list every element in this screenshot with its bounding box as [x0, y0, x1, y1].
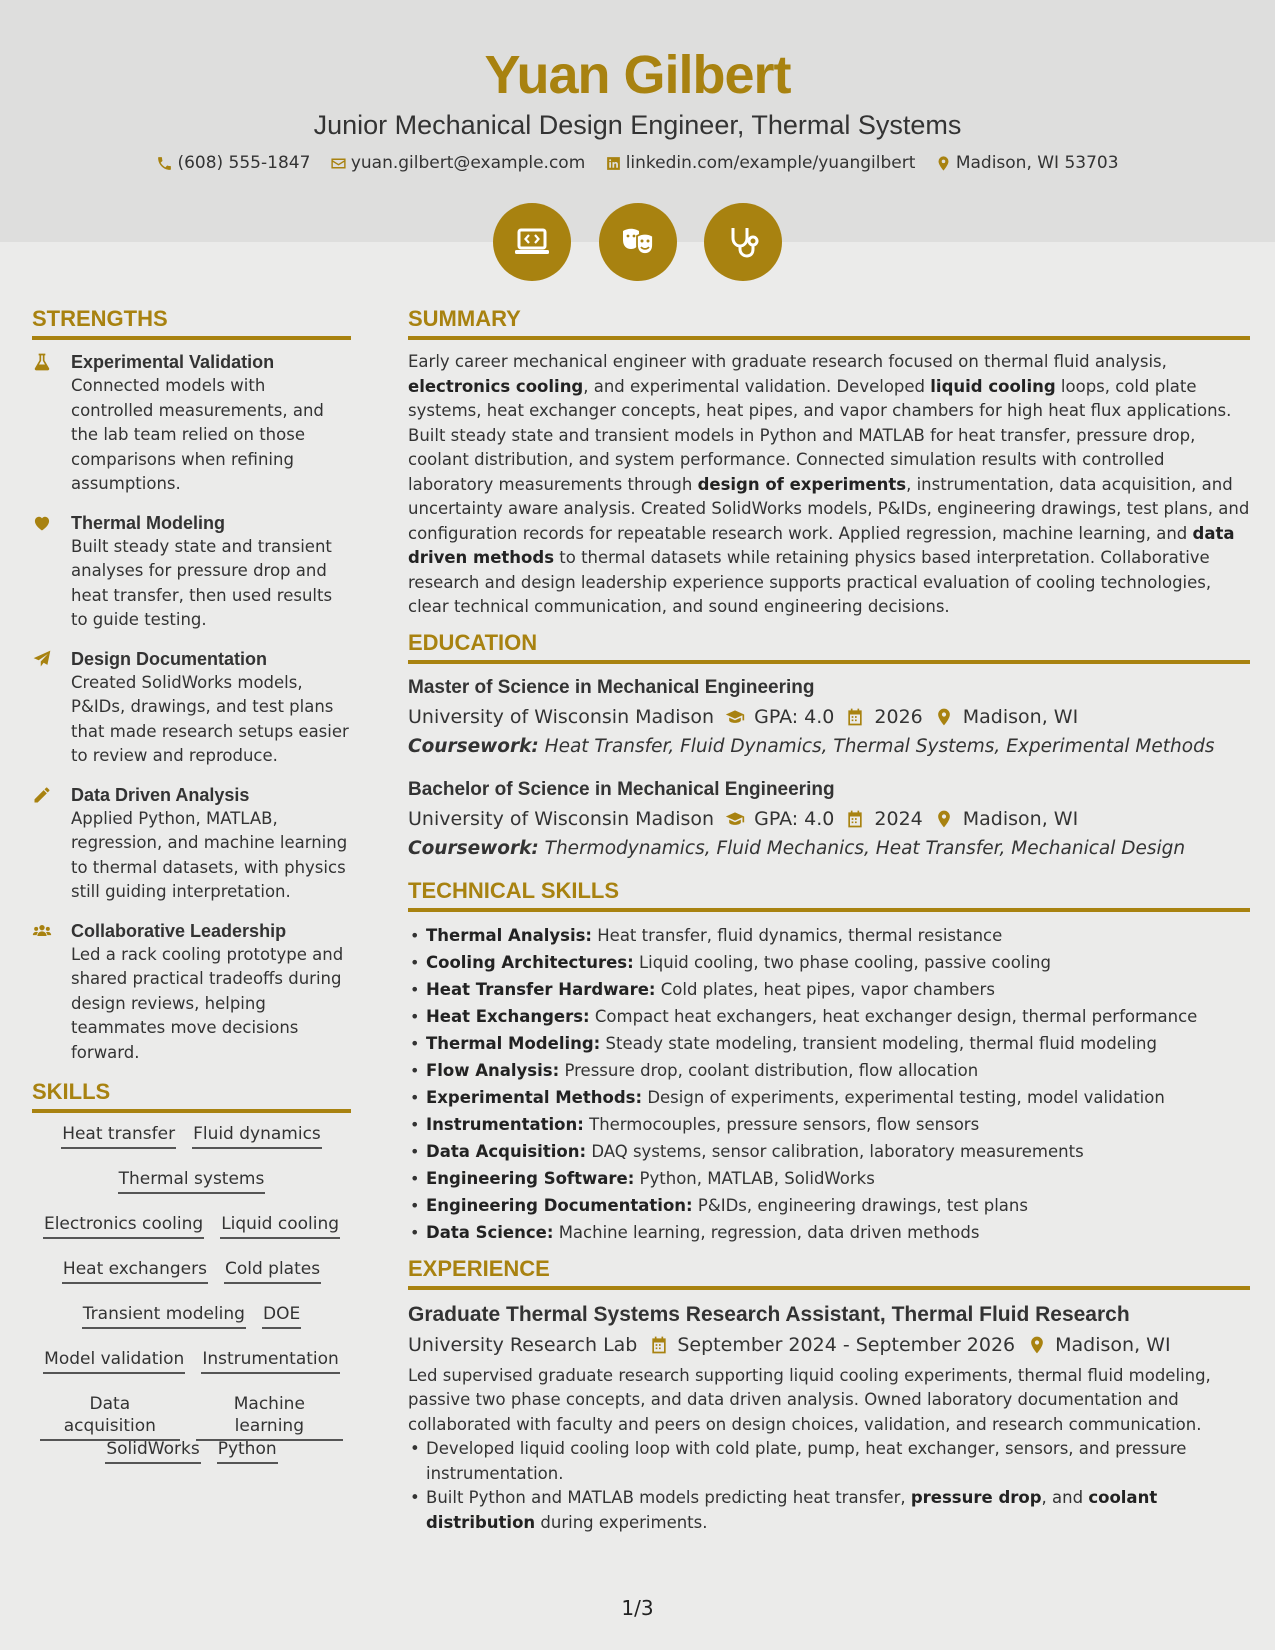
summary-part-bold: electronics cooling	[408, 376, 584, 396]
skill-tag: Electronics cooling	[43, 1213, 204, 1239]
laptop-code-icon	[512, 222, 552, 262]
skill-value: Thermocouples, pressure sensors, flow sensors	[589, 1114, 980, 1134]
hobby-icons	[0, 203, 1275, 281]
job-location: Madison, WI	[1055, 1333, 1171, 1356]
school-name: University of Wisconsin Madison	[408, 807, 715, 830]
experience-heading: EXPERIENCE	[408, 1256, 1250, 1290]
education-location: Madison, WI	[962, 807, 1079, 830]
skill-value: DAQ systems, sensor calibration, laboratory measurements	[591, 1141, 1084, 1161]
list-item	[408, 922, 1250, 949]
skill-label: Heat Transfer Hardware:	[426, 979, 656, 999]
linkedin-icon	[605, 155, 622, 172]
education-meta	[408, 804, 1250, 834]
skill-tag: SolidWorks	[105, 1438, 200, 1464]
strength-desc: Connected models with controlled measurements, and the lab team relied on those comparisons when refining assumptions.	[71, 376, 324, 493]
job-dates: September 2024 - September 2026	[677, 1333, 1016, 1356]
gpa: GPA: 4.0	[754, 807, 835, 830]
skill-value: Liquid cooling, two phase cooling, passive cooling	[638, 952, 1051, 972]
flask-icon	[32, 352, 52, 372]
skill-tag: Fluid dynamics	[192, 1123, 322, 1149]
coursework-text: Thermodynamics, Fluid Mechanics, Heat Transfer, Mechanical Design	[544, 837, 1186, 859]
summary-part: , instrumentation, data acquisition, and uncertainty aware analysis. Created SolidWorks models, P&IDs, engineering drawings, test plans, and configuration records for repeatable research work. Applied regression, machine learning, and	[408, 474, 1250, 543]
list-item	[408, 1192, 1250, 1219]
employer: University Research Lab	[408, 1333, 638, 1356]
skill-label: Experimental Methods:	[426, 1087, 643, 1107]
contact-phone[interactable]	[156, 153, 310, 173]
education-location: Madison, WI	[962, 705, 1079, 728]
bullet-text: Developed liquid cooling loop with cold plate, pump, heat exchanger, sensors, and pressure instrumentation.	[426, 1439, 1187, 1483]
education-meta	[408, 702, 1250, 732]
bullet-bold: coolant distribution	[426, 1488, 1158, 1532]
contact-linkedin[interactable]	[605, 153, 916, 173]
education-entry	[408, 776, 1250, 864]
graduation-year: 2024	[874, 807, 923, 830]
skill-value: Compact heat exchangers, heat exchanger design, thermal performance	[594, 1006, 1198, 1026]
bullet-bold: pressure drop	[910, 1488, 1042, 1507]
coursework-label: Coursework:	[408, 837, 539, 859]
strength-title: Design Documentation	[71, 648, 268, 669]
skill-label: Engineering Documentation:	[426, 1195, 693, 1215]
strength-title: Thermal Modeling	[71, 512, 226, 533]
coursework-label: Coursework:	[408, 735, 539, 757]
candidate-name: Yuan Gilbert	[484, 45, 791, 105]
skill-tag: Heat exchangers	[62, 1258, 208, 1284]
map-pin-icon	[933, 707, 955, 727]
skill-label: Engineering Software:	[426, 1168, 635, 1188]
phone-icon	[156, 155, 173, 172]
skills-heading: SKILLS	[32, 1079, 351, 1113]
skill-value: Cold plates, heat pipes, vapor chambers	[660, 979, 995, 999]
calendar-icon	[649, 1335, 669, 1355]
map-pin-icon	[935, 155, 952, 172]
strength-desc: Built steady state and transient analyses for pressure drop and heat transfer, then used results to guide testing.	[71, 536, 333, 629]
summary-part: loops, cold plate systems, heat exchanger concepts, heat pipes, and vapor chambers for high heat flux applications. Built steady state and transient models in Python and MATLAB for heat transfer, pressure drop, coolant distribution, and system performance. Connected simulation results with controlled laboratory measurements through	[408, 376, 1232, 494]
contact-phone-text: (608) 555-1847	[177, 153, 311, 173]
skill-label: Instrumentation:	[426, 1114, 584, 1134]
summary-part-bold: data driven methods	[408, 523, 1235, 567]
strength-item	[32, 783, 351, 905]
contact-email[interactable]	[330, 153, 585, 173]
job-title: Graduate Thermal Systems Research Assistant, Thermal Fluid Research	[408, 1302, 1130, 1326]
skill-tag: Model validation	[43, 1348, 185, 1374]
right-column	[408, 306, 1250, 1535]
candidate-title: Junior Mechanical Design Engineer, Thermal Systems	[313, 110, 962, 140]
strength-desc: Led a rack cooling prototype and shared practical tradeoffs during design reviews, helping teammates move decisions forward.	[71, 944, 344, 1062]
school-name: University of Wisconsin Madison	[408, 705, 715, 728]
list-item	[408, 1486, 1250, 1535]
summary-part: , and experimental validation. Developed	[583, 376, 931, 396]
technical-skills-list	[408, 922, 1250, 1246]
graduation-cap-icon	[724, 707, 746, 727]
bullet-text: during experiments.	[535, 1512, 708, 1532]
contact-location-text: Madison, WI 53703	[955, 153, 1119, 173]
graduation-cap-icon	[724, 809, 746, 829]
hobby-coding	[493, 203, 571, 281]
skill-tag: Cold plates	[224, 1258, 321, 1284]
summary-text	[408, 350, 1250, 620]
skill-label: Flow Analysis:	[426, 1060, 560, 1080]
paper-plane-icon	[32, 649, 52, 669]
skill-value: Machine learning, regression, data driven methods	[558, 1222, 980, 1242]
contact-location	[935, 153, 1119, 173]
gpa: GPA: 4.0	[754, 705, 835, 728]
page-number: 1/3	[621, 1596, 654, 1620]
strength-title: Data Driven Analysis	[71, 784, 250, 805]
map-pin-icon	[933, 809, 955, 829]
skill-tag: Transient modeling	[82, 1303, 246, 1329]
list-item	[408, 949, 1250, 976]
education-heading: EDUCATION	[408, 630, 1250, 664]
list-item	[408, 1111, 1250, 1138]
education-entry	[408, 674, 1250, 762]
skill-value: Design of experiments, experimental testing, model validation	[647, 1087, 1165, 1107]
list-item	[408, 1057, 1250, 1084]
summary-heading: SUMMARY	[408, 306, 1250, 340]
strength-item	[32, 919, 351, 1066]
coursework-text: Heat Transfer, Fluid Dynamics, Thermal Systems, Experimental Methods	[544, 735, 1215, 757]
left-column	[32, 306, 351, 1483]
list-item	[408, 1030, 1250, 1057]
users-icon	[32, 921, 52, 941]
skill-tag: Instrumentation	[201, 1348, 340, 1374]
strength-item	[32, 511, 351, 633]
stethoscope-icon	[723, 222, 763, 262]
strength-item	[32, 647, 351, 769]
skill-tag: Heat transfer	[61, 1123, 176, 1149]
skill-tag: DOE	[262, 1303, 301, 1329]
skill-label: Data Acquisition:	[426, 1141, 587, 1161]
summary-part: Early career mechanical engineer with graduate research focused on thermal fluid analysis,	[408, 352, 1167, 371]
list-item	[408, 1138, 1250, 1165]
job-description: Led supervised graduate research supporting liquid cooling experiments, thermal fluid modeling, passive two phase concepts, and data driven analysis. Owned laboratory documentation and collaborated with faculty and peers on design choices, validation, and research communication.	[408, 1365, 1211, 1434]
coursework	[408, 732, 1250, 762]
calendar-icon	[844, 707, 866, 727]
contact-bar	[0, 153, 1275, 177]
pencil-icon	[32, 785, 52, 805]
skill-value: Heat transfer, fluid dynamics, thermal resistance	[597, 925, 1003, 945]
bullet-text: Built Python and MATLAB models predicting heat transfer,	[426, 1488, 911, 1507]
envelope-icon	[330, 155, 347, 172]
list-item	[408, 976, 1250, 1003]
skill-label: Cooling Architectures:	[426, 952, 634, 972]
job-meta	[408, 1330, 1250, 1360]
list-item	[408, 1165, 1250, 1192]
strength-title: Collaborative Leadership	[71, 920, 287, 941]
strengths-heading: STRENGTHS	[32, 306, 351, 340]
skill-tag: Data acquisition	[40, 1393, 180, 1441]
degree-title: Bachelor of Science in Mechanical Engineering	[408, 778, 835, 800]
contact-email-text: yuan.gilbert@example.com	[350, 153, 586, 173]
strength-desc: Created SolidWorks models, P&IDs, drawings, and test plans that made research setups easier to review and reproduce.	[71, 672, 349, 765]
skill-label: Data Science:	[426, 1222, 554, 1242]
experience-entry	[408, 1300, 1250, 1536]
skill-value: Python, MATLAB, SolidWorks	[639, 1168, 875, 1188]
strength-title: Experimental Validation	[71, 352, 275, 372]
bullet-text: , and	[1041, 1488, 1089, 1507]
skill-tag: Thermal systems	[118, 1168, 266, 1194]
heart-icon	[32, 513, 52, 533]
summary-part-bold: design of experiments	[697, 474, 907, 494]
strength-item	[32, 350, 351, 497]
list-item	[408, 1219, 1250, 1246]
map-pin-icon	[1027, 1335, 1047, 1355]
contact-linkedin-text: linkedin.com/example/yuangilbert	[625, 153, 916, 173]
skill-label: Thermal Analysis:	[426, 925, 593, 945]
coursework	[408, 834, 1250, 864]
theater-masks-icon	[618, 222, 658, 262]
summary-part: to thermal datasets while retaining physics based interpretation. Collaborative research and design leadership experience supports practical evaluation of cooling technologies, clear technical communication, and sound engineering decisions.	[408, 548, 1212, 616]
skill-value: Steady state modeling, transient modeling, thermal fluid modeling	[605, 1033, 1157, 1053]
skill-tag: Python	[217, 1438, 278, 1464]
summary-part-bold: liquid cooling	[930, 376, 1056, 396]
job-bullets	[408, 1437, 1250, 1535]
hobby-medicine	[704, 203, 782, 281]
skill-value: P&IDs, engineering drawings, test plans	[697, 1195, 1028, 1215]
strength-desc: Applied Python, MATLAB, regression, and machine learning to thermal datasets, with physics still guiding interpretation.	[71, 808, 348, 901]
graduation-year: 2026	[874, 705, 923, 728]
calendar-icon	[844, 809, 866, 829]
skills-tags	[32, 1123, 351, 1483]
skill-label: Heat Exchangers:	[426, 1006, 590, 1026]
skill-tag: Liquid cooling	[220, 1213, 340, 1239]
hobby-theater	[599, 203, 677, 281]
list-item	[408, 1003, 1250, 1030]
technical-skills-heading: TECHNICAL SKILLS	[408, 878, 1250, 912]
list-item	[408, 1437, 1250, 1486]
skill-value: Pressure drop, coolant distribution, flow allocation	[564, 1060, 979, 1080]
list-item	[408, 1084, 1250, 1111]
skill-tag: Machine learning	[196, 1393, 343, 1441]
degree-title: Master of Science in Mechanical Engineering	[408, 676, 815, 698]
skill-label: Thermal Modeling:	[426, 1033, 601, 1053]
